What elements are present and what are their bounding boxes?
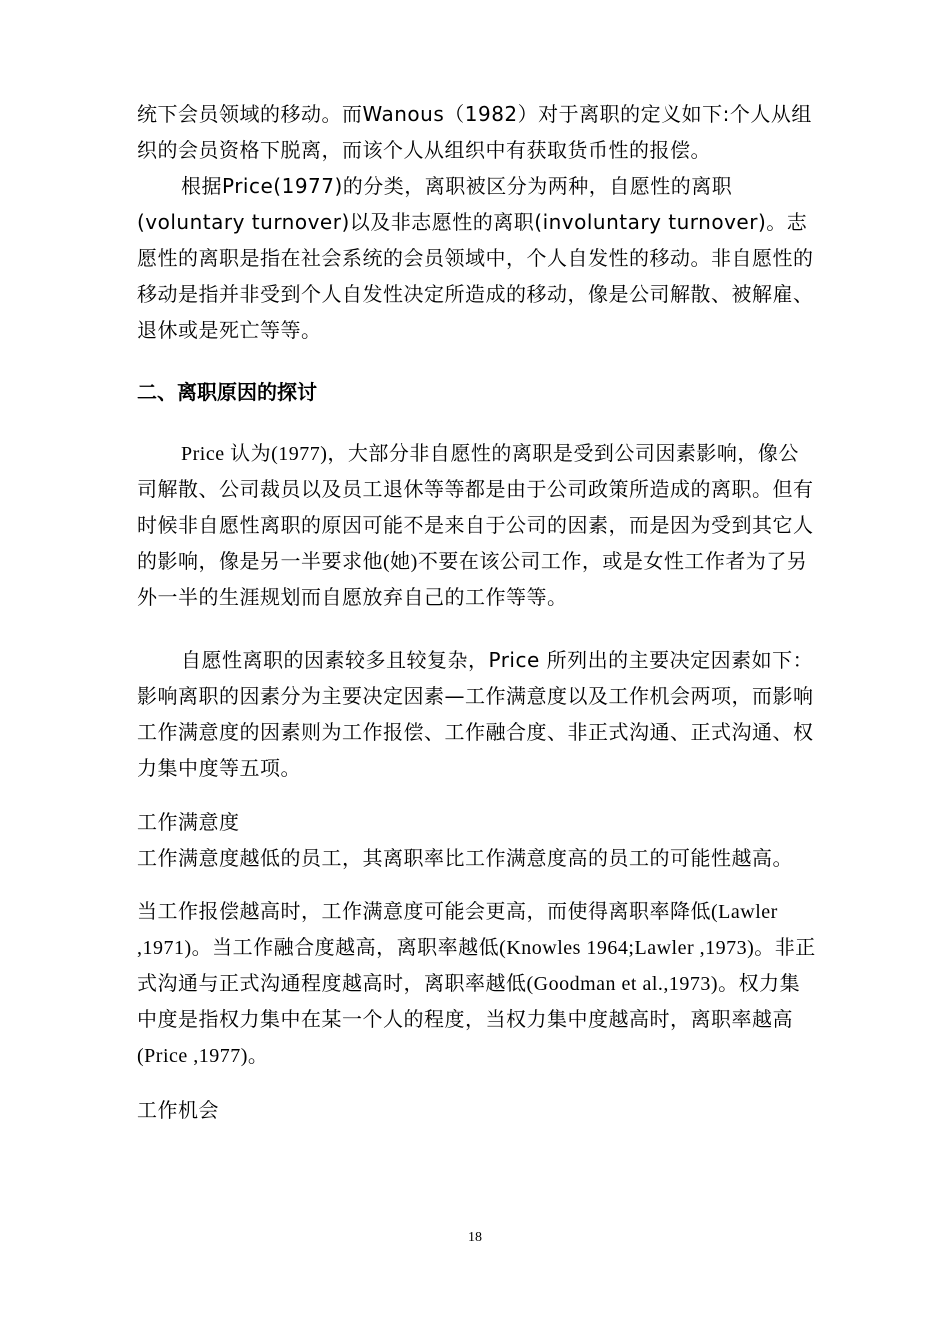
section-heading: 二、离职原因的探讨 — [137, 380, 317, 404]
document-body — [137, 96, 817, 1128]
page-number: 18 — [468, 1230, 482, 1245]
subheading-job-opportunity: 工作机会 — [137, 1098, 219, 1122]
subheading-job-satisfaction: 工作满意度 — [137, 810, 240, 834]
paragraph-definition: 统下会员领域的移动。而Wanous（1982）对于离职的定义如下:个人从组织的会员资格下脱离，而该个人从组织中有获取货币性的报偿。 — [137, 102, 812, 162]
paragraph-involuntary-causes: Price 认为(1977)，大部分非自愿性的离职是受到公司因素影响，像公司解散、公司裁员以及员工退休等等都是由于公司政策所造成的离职。但有时候非自愿性离职的原因可能不是来自于公司的因素，而是因为受到其它人的影响，像是另一半要求他(她)不要在该公司工作，或是女性工作者为了另外一半的生涯规划而自愿放弃自己的工作等等。 — [137, 443, 814, 609]
paragraph-factor-summary: 影响离职的因素分为主要决定因素—工作满意度以及工作机会两项，而影响工作满意度的因素则为工作报偿、工作融合度、非正式沟通、正式沟通、权力集中度等五项。 — [137, 684, 814, 780]
paragraph-classification: 根据Price(1977)的分类，离职被区分为两种，自愿性的离职(voluntary turnover)以及非志愿性的离职(involuntary turnover)。志愿性的离职是指在社会系统的会员领域中，个人自发性的移动。非自愿性的移动是指并非受到个人自发性决定所造成的移动，像是公司解散、被解雇、退休或是死亡等等。 — [137, 174, 814, 342]
paragraph-voluntary-factors: 自愿性离职的因素较多且较复杂，Price 所列出的主要决定因素如下： — [181, 648, 814, 672]
paragraph-job-satisfaction: 工作满意度越低的员工，其离职率比工作满意度高的员工的可能性越高。 — [137, 846, 793, 870]
paragraph-satisfaction-determinants: 当工作报偿越高时，工作满意度可能会更高，而使得离职率降低(Lawler ,1971)。当工作融合度越高，离职率越低(Knowles 1964;Lawler ,1973)。非正式沟通与正式沟通程度越高时，离职率越低(Goodman et al.,1973)。权力集中度是指权力集中在某一个人的程度，当权力集中度越高时，离职率越高(Price ,1977)。 — [137, 901, 816, 1067]
